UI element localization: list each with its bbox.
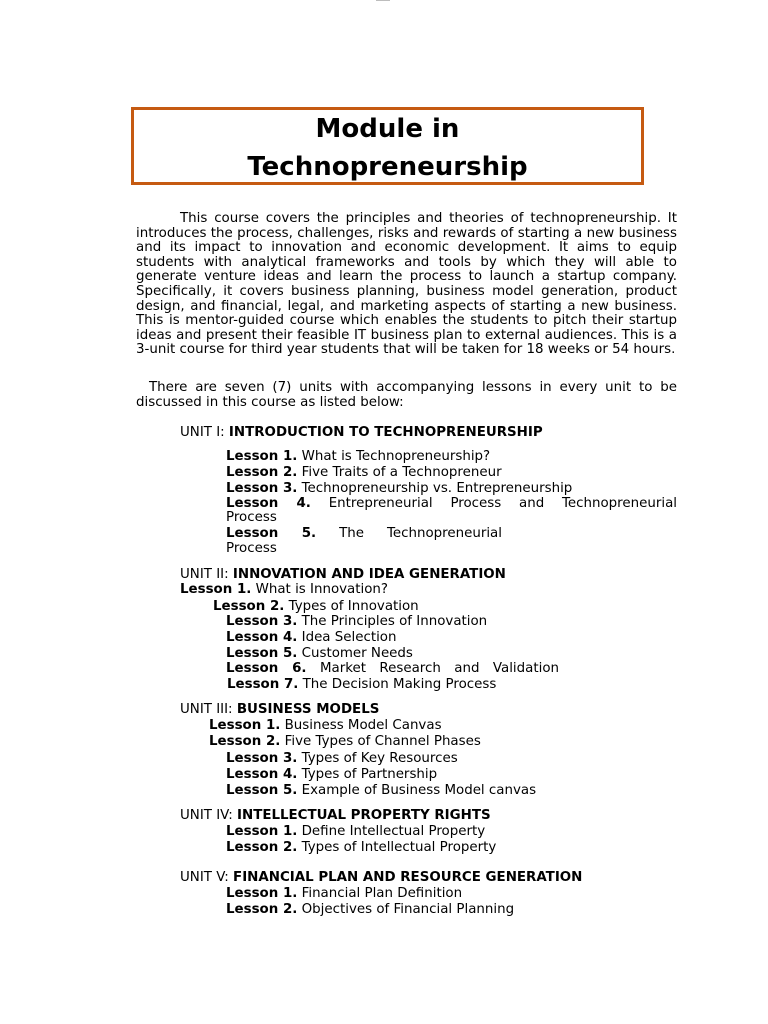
lesson-item xyxy=(227,677,496,692)
unit-heading xyxy=(180,702,379,718)
lesson-title: What is Technopreneurship? xyxy=(301,449,491,464)
lesson-item xyxy=(226,767,437,782)
units-overview: There are seven (7) units with accompanying lessons in every unit to be discussed in this course as listed below: xyxy=(136,380,677,410)
lesson-title: Types of Partnership xyxy=(301,767,438,782)
unit-name: INTRODUCTION TO TECHNOPRENEURSHIP xyxy=(228,425,543,440)
lesson-title: Customer Needs xyxy=(301,646,413,661)
lesson-label: Lesson 5. xyxy=(226,646,298,661)
lesson-title: Five Types of Channel Phases xyxy=(284,734,481,749)
lesson-title: Types of Intellectual Property xyxy=(301,840,497,855)
lesson-label: Lesson 2. xyxy=(209,734,281,749)
lesson-label: Lesson 2. xyxy=(226,840,298,855)
lesson-title: Market Research and Validation xyxy=(319,661,560,676)
lesson-item xyxy=(226,783,536,798)
lesson-title: Idea Selection xyxy=(301,630,397,645)
lesson-label: Lesson 2. xyxy=(213,599,285,614)
lesson-title: Types of Key Resources xyxy=(301,751,458,766)
lesson-title: The Principles of Innovation xyxy=(301,614,488,629)
lesson-item xyxy=(213,599,419,614)
title-line-1: Module in xyxy=(315,114,460,144)
unit-prefix: UNIT IV: xyxy=(180,808,237,823)
lesson-title: Technopreneurship vs. Entrepreneurship xyxy=(301,481,573,496)
course-description: This course covers the principles and theories of technopreneurship. It introduces the process, challenges, risks and rewards of starting a new business and its impact to innovation and economic development. It aims to equip students with analytical frameworks and tools by which they will able to generate venture ideas and learn the process to launch a startup company. Specifically, it covers business planning, business model generation, product design, and financial, legal, and marketing aspects of starting a new business. This is mentor-guided course which enables the students to pitch their startup ideas and present their feasible IT business plan to external audiences. This is a 3-unit course for third year students that will be taken for 18 weeks or 54 hours. xyxy=(136,211,677,358)
unit-heading xyxy=(180,808,491,824)
lesson-label: Lesson 1. xyxy=(180,582,252,597)
lesson-item xyxy=(226,614,487,629)
lesson-title: The Technopreneurial xyxy=(339,526,502,541)
unit-heading xyxy=(180,870,582,886)
unit-name: FINANCIAL PLAN AND RESOURCE GENERATION xyxy=(233,870,583,885)
lesson-item xyxy=(226,630,396,645)
lesson-label: Lesson 4. xyxy=(226,630,298,645)
lesson-item xyxy=(180,582,388,597)
lesson-label: Lesson 5. xyxy=(226,526,317,541)
lesson-label: Lesson 3. xyxy=(226,481,298,496)
lesson-label: Lesson 7. xyxy=(227,677,299,692)
lesson-item xyxy=(226,886,462,901)
title-box xyxy=(131,107,644,185)
lesson-title: Define Intellectual Property xyxy=(301,824,486,839)
lesson-label: Lesson 2. xyxy=(226,902,298,917)
lesson-label: Lesson 4. xyxy=(226,496,311,511)
lesson-title: Example of Business Model canvas xyxy=(301,783,537,798)
lesson-item xyxy=(209,734,481,749)
lesson-item xyxy=(226,646,413,661)
lesson-item xyxy=(226,449,490,464)
lesson-title: Five Traits of a Technopreneur xyxy=(301,465,502,480)
lesson-title: Financial Plan Definition xyxy=(301,886,463,901)
lesson-item xyxy=(226,902,514,917)
lesson-title: What is Innovation? xyxy=(255,582,389,597)
title-line-2: Technopreneurship xyxy=(247,152,528,182)
unit-prefix: UNIT III: xyxy=(180,702,237,717)
unit-heading xyxy=(180,425,543,441)
lesson-title-continuation: Process xyxy=(226,541,277,556)
lesson-label: Lesson 6. xyxy=(226,661,307,676)
lesson-title: Entrepreneurial Process and Technopreneurial xyxy=(328,496,677,511)
lesson-label: Lesson 2. xyxy=(226,465,298,480)
lesson-title: The Decision Making Process xyxy=(302,677,497,692)
lesson-label: Lesson 3. xyxy=(226,614,298,629)
lesson-label: Lesson 4. xyxy=(226,767,298,782)
lesson-title: Objectives of Financial Planning xyxy=(301,902,515,917)
lesson-label: Lesson 5. xyxy=(226,783,298,798)
lesson-label: Lesson 1. xyxy=(226,449,298,464)
unit-prefix: UNIT V: xyxy=(180,870,234,885)
lesson-item xyxy=(209,718,442,733)
lesson-title: Business Model Canvas xyxy=(284,718,442,733)
lesson-item xyxy=(226,465,502,480)
lesson-item xyxy=(226,526,502,541)
lesson-item xyxy=(226,661,559,676)
unit-prefix: UNIT II: xyxy=(180,567,233,582)
lesson-item xyxy=(226,840,496,855)
page-top-mark xyxy=(376,0,390,1)
lesson-item xyxy=(226,496,677,511)
lesson-label: Lesson 3. xyxy=(226,751,298,766)
lesson-title: Types of Innovation xyxy=(288,599,419,614)
unit-prefix: UNIT I: xyxy=(180,425,229,440)
lesson-title-continuation: Process xyxy=(226,510,277,525)
unit-name: INNOVATION AND IDEA GENERATION xyxy=(232,567,506,582)
lesson-item xyxy=(226,481,572,496)
lesson-label: Lesson 1. xyxy=(226,886,298,901)
unit-heading xyxy=(180,567,506,583)
lesson-label: Lesson 1. xyxy=(209,718,281,733)
unit-name: INTELLECTUAL PROPERTY RIGHTS xyxy=(237,808,491,823)
unit-name: BUSINESS MODELS xyxy=(236,702,380,717)
lesson-item xyxy=(226,751,458,766)
lesson-label: Lesson 1. xyxy=(226,824,298,839)
lesson-item xyxy=(226,824,485,839)
